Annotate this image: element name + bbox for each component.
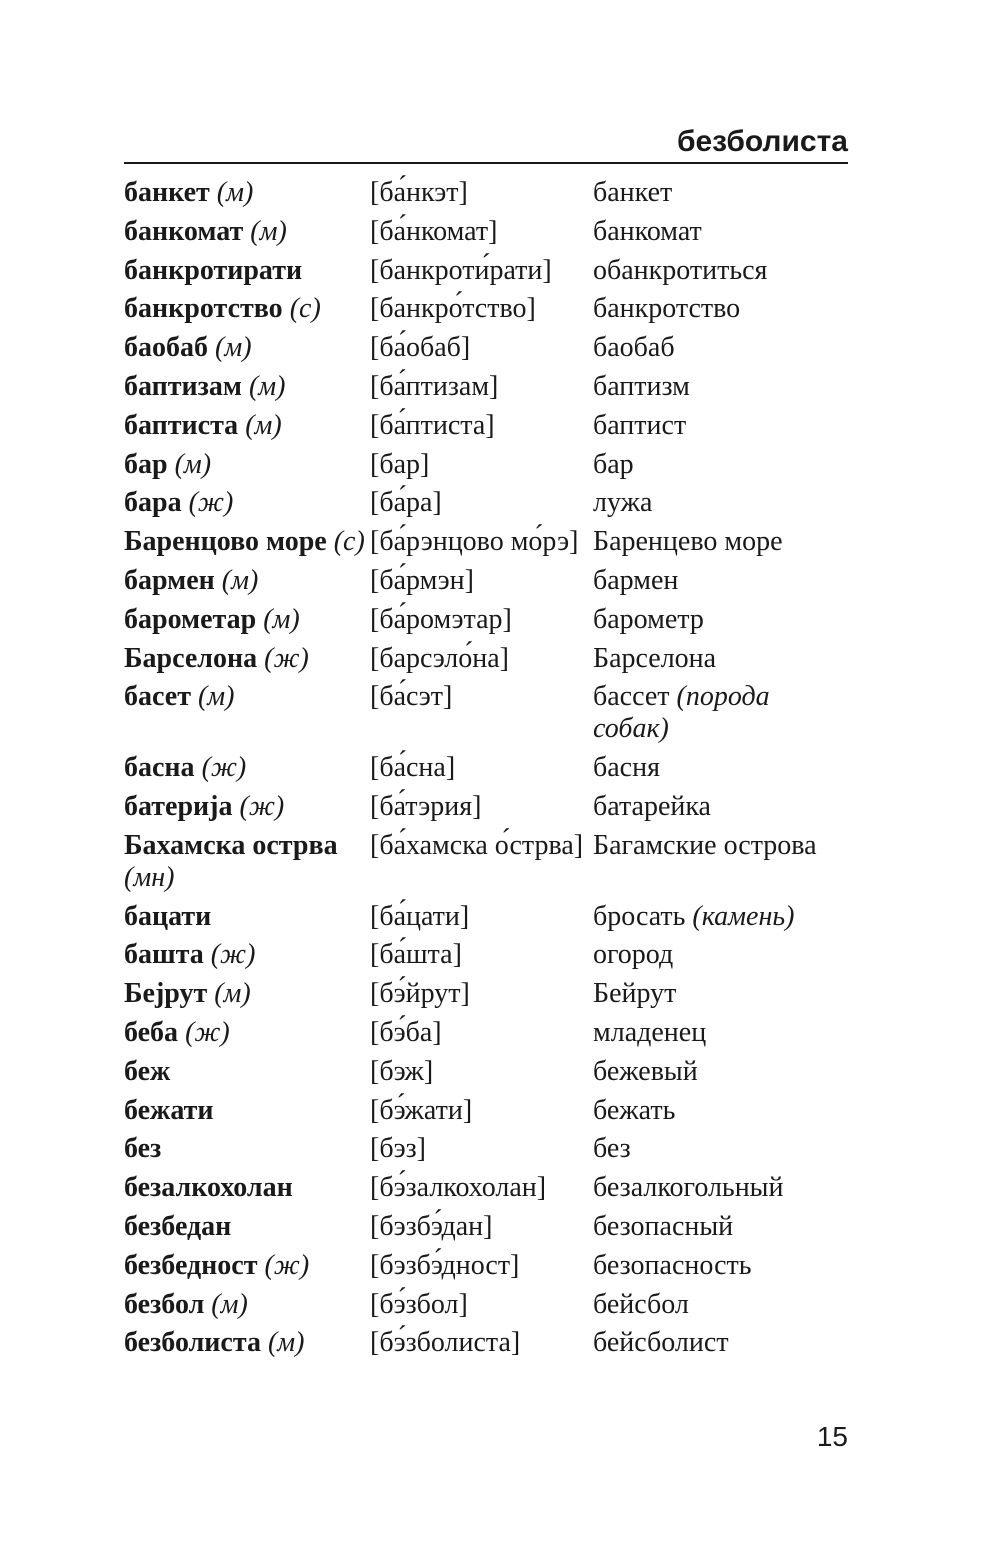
translation: бассет bbox=[593, 681, 670, 713]
dictionary-entry bbox=[124, 216, 848, 248]
headword-cell bbox=[124, 565, 370, 597]
pronunciation: [ба́тэрия] bbox=[370, 790, 482, 822]
translation-cell bbox=[593, 1289, 848, 1321]
dictionary-entry bbox=[124, 791, 848, 823]
headword: Барселона bbox=[124, 642, 258, 674]
translation-cell bbox=[593, 410, 848, 442]
translation-cell bbox=[593, 978, 848, 1010]
translation-cell bbox=[593, 526, 848, 558]
translation: безопасность bbox=[593, 1249, 752, 1281]
running-head: безболиста bbox=[676, 125, 848, 158]
headword: бармен bbox=[124, 564, 215, 596]
headword: банкомат bbox=[124, 215, 244, 247]
headword: баптизам bbox=[124, 370, 242, 402]
translation: бейсбол bbox=[593, 1288, 689, 1320]
pronunciation: [ба́рэнцово мо́рэ] bbox=[370, 526, 579, 558]
translation-cell bbox=[593, 939, 848, 971]
translation-cell bbox=[593, 255, 848, 287]
dictionary-entry bbox=[124, 604, 848, 636]
dictionary-entry bbox=[124, 939, 848, 971]
translation: бармен bbox=[593, 564, 679, 596]
translation-cell bbox=[593, 901, 848, 933]
dictionary-entry bbox=[124, 410, 848, 442]
headword-cell bbox=[124, 1327, 370, 1359]
headword: Бахамска острва bbox=[124, 829, 338, 861]
translation: баобаб bbox=[593, 332, 675, 364]
translation: бейсболист bbox=[593, 1327, 729, 1359]
pronunciation: [ба́шта] bbox=[370, 939, 462, 971]
gender-marker: (м) bbox=[250, 215, 287, 247]
dictionary-entry bbox=[124, 565, 848, 597]
pronunciation: [барсэло́на] bbox=[370, 642, 509, 674]
dictionary-entry bbox=[124, 1172, 848, 1204]
dictionary-entry bbox=[124, 177, 848, 209]
headword: баптиста bbox=[124, 409, 239, 441]
translation: банкомат bbox=[593, 215, 702, 247]
pronunciation: [ба́рмэн] bbox=[370, 564, 474, 596]
dictionary-entry bbox=[124, 487, 848, 519]
translation: батарейка bbox=[593, 790, 711, 822]
headword-cell bbox=[124, 371, 370, 403]
translation-cell bbox=[593, 371, 848, 403]
translation-cell bbox=[593, 216, 848, 248]
dictionary-entry bbox=[124, 901, 848, 933]
gender-marker: (ж) bbox=[210, 939, 256, 971]
headword-cell bbox=[124, 1056, 370, 1088]
translation: бар bbox=[593, 448, 634, 480]
translation-cell bbox=[593, 643, 848, 675]
gender-marker: (м) bbox=[211, 1288, 248, 1320]
headword-cell bbox=[124, 293, 370, 325]
headword-cell bbox=[124, 255, 370, 287]
dictionary-entry bbox=[124, 1327, 848, 1359]
headword-cell bbox=[124, 752, 370, 784]
headword: безбедност bbox=[124, 1249, 258, 1281]
headword-cell bbox=[124, 791, 370, 823]
translation-cell bbox=[593, 1250, 848, 1282]
translation: банкротство bbox=[593, 293, 741, 325]
translation-cell bbox=[593, 293, 848, 325]
dictionary-entry bbox=[124, 255, 848, 287]
pronunciation: [ба́птиста] bbox=[370, 409, 495, 441]
header-rule bbox=[124, 162, 848, 164]
headword: безболиста bbox=[124, 1327, 261, 1359]
dictionary-entry bbox=[124, 830, 848, 894]
pronunciation: [ба́ромэтар] bbox=[370, 603, 512, 635]
headword-cell bbox=[124, 1017, 370, 1049]
headword: басет bbox=[124, 681, 191, 713]
pronunciation: [ба́обаб] bbox=[370, 332, 471, 364]
gender-marker: (ж) bbox=[264, 1249, 310, 1281]
translation: баптизм bbox=[593, 370, 690, 402]
headword-cell bbox=[124, 1133, 370, 1165]
translation-cell bbox=[593, 1327, 848, 1359]
pronunciation: [ба́нкомат] bbox=[370, 215, 498, 247]
headword: басна bbox=[124, 752, 195, 784]
translation-cell bbox=[593, 604, 848, 636]
translation: Багамские острова bbox=[593, 829, 817, 861]
gender-marker: (ж) bbox=[201, 752, 247, 784]
translation: лужа bbox=[593, 487, 653, 519]
translation: банкет bbox=[593, 177, 673, 208]
translation-cell bbox=[593, 177, 848, 209]
dictionary-entry bbox=[124, 1056, 848, 1088]
pronunciation: [бэ́збол] bbox=[370, 1288, 468, 1320]
pronunciation: [бэ́ба] bbox=[370, 1016, 442, 1048]
translation-cell bbox=[593, 1172, 848, 1204]
pronunciation: [бэзбэ́дан] bbox=[370, 1210, 493, 1242]
gender-marker: (м) bbox=[267, 1327, 305, 1359]
translation: безопасный bbox=[593, 1210, 734, 1242]
headword: бар bbox=[124, 448, 168, 480]
usage-note: (камень) bbox=[692, 900, 795, 932]
dictionary-entry bbox=[124, 371, 848, 403]
usage-note: (порода собак) bbox=[593, 681, 770, 745]
gender-marker: (м) bbox=[216, 177, 254, 208]
translation: обанкротиться bbox=[593, 254, 768, 286]
headword-cell bbox=[124, 978, 370, 1010]
translation-cell bbox=[593, 332, 848, 364]
pronunciation: [банкроти́рати] bbox=[370, 254, 552, 286]
headword-cell bbox=[124, 1289, 370, 1321]
dictionary-entry bbox=[124, 526, 848, 558]
headword-cell bbox=[124, 830, 370, 894]
headword-cell bbox=[124, 604, 370, 636]
headword: беба bbox=[124, 1016, 179, 1048]
translation-cell bbox=[593, 487, 848, 519]
headword: банкротирати bbox=[124, 254, 303, 286]
dictionary-entry bbox=[124, 1289, 848, 1321]
headword-cell bbox=[124, 332, 370, 364]
dictionary-entry bbox=[124, 1133, 848, 1165]
translation-cell bbox=[593, 791, 848, 823]
headword: барометар bbox=[124, 603, 257, 635]
pronunciation: [бэ́зболиста] bbox=[370, 1327, 521, 1359]
gender-marker: (ж) bbox=[239, 790, 285, 822]
translation-cell bbox=[593, 752, 848, 784]
headword: Бејрут bbox=[124, 978, 208, 1010]
dictionary-entry bbox=[124, 332, 848, 364]
pronunciation: [ба́птизам] bbox=[370, 370, 499, 402]
translation: бежать bbox=[593, 1094, 676, 1126]
headword-cell bbox=[124, 1172, 370, 1204]
headword-cell bbox=[124, 1095, 370, 1127]
headword-cell bbox=[124, 526, 370, 558]
translation: баптист bbox=[593, 409, 687, 441]
dictionary-entry bbox=[124, 978, 848, 1010]
translation-cell bbox=[593, 1095, 848, 1127]
pronunciation: [бэж] bbox=[370, 1055, 434, 1087]
translation: бросать bbox=[593, 900, 686, 932]
gender-marker: (ж) bbox=[188, 487, 234, 519]
gender-marker: (м) bbox=[221, 564, 259, 596]
translation-cell bbox=[593, 681, 848, 745]
dictionary-entry bbox=[124, 1017, 848, 1049]
headword: бежати bbox=[124, 1094, 214, 1126]
translation: младенец bbox=[593, 1016, 707, 1048]
dictionary-entry bbox=[124, 752, 848, 784]
pronunciation: [ба́цати] bbox=[370, 900, 470, 932]
headword: Баренцово море bbox=[124, 526, 327, 558]
dictionary-entry bbox=[124, 1211, 848, 1243]
headword-cell bbox=[124, 177, 370, 209]
dictionary-entry bbox=[124, 1095, 848, 1127]
translation-cell bbox=[593, 1017, 848, 1049]
dictionary-entry bbox=[124, 643, 848, 675]
translation: без bbox=[593, 1133, 631, 1165]
translation: барометр bbox=[593, 603, 704, 635]
translation-cell bbox=[593, 565, 848, 597]
headword-cell bbox=[124, 487, 370, 519]
translation: огород bbox=[593, 939, 674, 971]
gender-marker: (м) bbox=[245, 409, 282, 441]
pronunciation: [бэ́залкохолан] bbox=[370, 1172, 547, 1204]
page-number: 15 bbox=[816, 1421, 848, 1452]
dictionary-entry bbox=[124, 449, 848, 481]
headword: бацати bbox=[124, 900, 212, 932]
pronunciation: [ба́нкэт] bbox=[370, 177, 468, 208]
translation: безалкогольный bbox=[593, 1172, 784, 1204]
gender-marker: (м) bbox=[174, 448, 212, 480]
headword: безбедан bbox=[124, 1210, 232, 1242]
gender-marker: (с) bbox=[289, 293, 321, 325]
headword-cell bbox=[124, 449, 370, 481]
gender-marker: (м) bbox=[248, 370, 286, 402]
headword: банкротство bbox=[124, 293, 283, 325]
pronunciation: [ба́сэт] bbox=[370, 681, 453, 713]
pronunciation: [банкро́тство] bbox=[370, 293, 536, 325]
gender-marker: (с) bbox=[333, 526, 365, 558]
pronunciation: [ба́ра] bbox=[370, 487, 442, 519]
headword: башта bbox=[124, 939, 204, 971]
headword: беж bbox=[124, 1055, 171, 1087]
translation-cell bbox=[593, 1133, 848, 1165]
translation: Барселона bbox=[593, 642, 717, 674]
dictionary-entry bbox=[124, 681, 848, 745]
headword: банкет bbox=[124, 177, 210, 208]
headword: бара bbox=[124, 487, 182, 519]
headword-cell bbox=[124, 939, 370, 971]
translation: басня bbox=[593, 752, 660, 784]
headword: безбол bbox=[124, 1288, 205, 1320]
translation-cell bbox=[593, 830, 848, 862]
gender-marker: (ж) bbox=[185, 1016, 230, 1048]
gender-marker: (м) bbox=[197, 681, 235, 713]
pronunciation: [бэ́йрут] bbox=[370, 978, 470, 1010]
headword-cell bbox=[124, 643, 370, 675]
gender-marker: (м) bbox=[263, 603, 300, 635]
translation-cell bbox=[593, 1211, 848, 1243]
gender-marker: (мн) bbox=[124, 861, 175, 893]
translation: Бейрут bbox=[593, 978, 677, 1010]
headword: без bbox=[124, 1133, 162, 1165]
headword: батерија bbox=[124, 790, 233, 822]
headword-cell bbox=[124, 216, 370, 248]
pronunciation: [бар] bbox=[370, 448, 430, 480]
pronunciation: [ба́сна] bbox=[370, 752, 456, 784]
pronunciation: [ба́хамска о́стрва] bbox=[370, 829, 584, 861]
translation: бежевый bbox=[593, 1055, 698, 1087]
entry-list bbox=[124, 177, 848, 1366]
headword-cell bbox=[124, 901, 370, 933]
translation-cell bbox=[593, 1056, 848, 1088]
pronunciation: [бэ́жати] bbox=[370, 1094, 473, 1126]
translation-cell bbox=[593, 449, 848, 481]
pronunciation: [бэз] bbox=[370, 1133, 426, 1165]
headword-cell bbox=[124, 1211, 370, 1243]
pronunciation: [бэзбэ́дност] bbox=[370, 1249, 520, 1281]
headword-cell bbox=[124, 1250, 370, 1282]
dictionary-entry bbox=[124, 1250, 848, 1282]
headword: безалкохолан bbox=[124, 1172, 293, 1204]
headword: баобаб bbox=[124, 332, 208, 364]
headword-cell bbox=[124, 681, 370, 713]
gender-marker: (м) bbox=[215, 332, 252, 364]
headword-cell bbox=[124, 410, 370, 442]
gender-marker: (м) bbox=[214, 978, 251, 1010]
dictionary-entry bbox=[124, 293, 848, 325]
translation: Баренцево море bbox=[593, 526, 783, 558]
gender-marker: (ж) bbox=[264, 642, 309, 674]
